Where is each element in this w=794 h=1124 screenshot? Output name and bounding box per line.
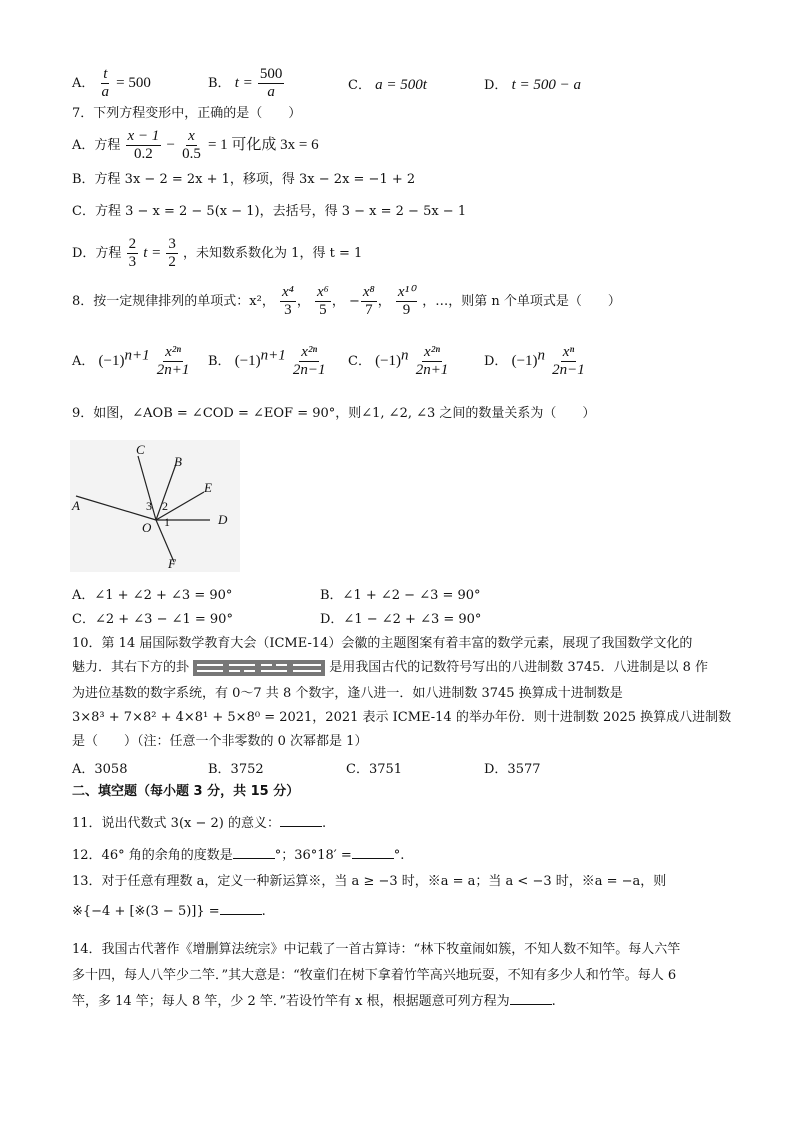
fraction: $\frac{t}{a}$ — [101, 66, 110, 100]
q14-line-3: 竿，多 14 竿；每人 8 竿，少 2 竿．”若设竹竿有 x 根，根据题意可列方程为 . — [72, 994, 556, 1009]
fraction: $\frac{\text{x¹⁰}}{9}$ — [397, 284, 416, 318]
answer-blank[interactable] — [280, 814, 322, 827]
q9-angle-figure — [70, 440, 240, 572]
answer-blank[interactable] — [510, 992, 552, 1005]
label-e: E — [204, 480, 212, 495]
answer-blank[interactable] — [352, 846, 394, 859]
q7-option-a: A．方程 $\frac{x - 1}{0.2}$ − $\frac{x}{0.5}$ = 1 可化成 3x = 6 — [72, 128, 319, 162]
q12: 12．46° 角的余角的度数是 °；36°18′ = °. — [72, 848, 405, 863]
fraction: $\frac{x}{0.5}$ — [182, 128, 201, 162]
q10-option-b: B．3752 — [208, 762, 264, 777]
angle-label-2: 2 — [162, 499, 168, 513]
q14-line-2: 多十四，每人八竿少二竿．”其大意是：“牧童们在树下拿着竹竿高兴地玩耍，不知有多少人和竹竿。每人 6 — [72, 968, 677, 983]
fraction: $\frac{\text{x⁸}}{7}$ — [362, 284, 375, 318]
q10-line-5: 是（ ）（注：任意一个非零数的 0 次幂都是 1） — [72, 734, 368, 749]
q13-line-2: ※{−4 + [※(3 − 5)]} = . — [72, 904, 266, 919]
fraction: $\frac{\text{x²ⁿ}}{2n+1}$ — [156, 344, 190, 378]
q6-option-d: D． t = 500 − a — [484, 77, 581, 93]
fraction: $\frac{\text{x⁴}}{3}$ — [281, 284, 294, 318]
q13-line-1: 13．对于任意有理数 a，定义一种新运算※，当 a ≥ −3 时，※a = a；当 a < −3 时，※a = −a，则 — [72, 874, 667, 889]
q8-option-a: A． $(-1)^{n+1}$ $\frac{\text{x²ⁿ}}{2n+1}$ — [72, 344, 190, 378]
q8-stem: 8．按一定规律排列的单项式：x²， $\frac{\text{x⁴}}{3}$ ， $\frac{\text{x⁶}}{5}$ ， − $\frac{\text{x⁸}}{7}$ ， $\frac{\text{x¹⁰}}{9}$ ，…，则第 n 个单项式是（ ） — [72, 284, 621, 318]
q6-option-a: A． $\frac{t}{a}$ = 500 — [72, 66, 151, 100]
q9-option-d: D．∠1 − ∠2 + ∠3 = 90° — [320, 612, 482, 627]
fraction: $\frac{\text{x⁶}}{5}$ — [316, 284, 329, 318]
q8-option-b: B． $(-1)^{n+1}$ $\frac{\text{x²ⁿ}}{2n-1}$ — [208, 344, 326, 378]
angle-label-3: 3 — [146, 499, 152, 513]
q11: 11．说出代数式 3(x − 2) 的意义： . — [72, 816, 327, 831]
answer-blank[interactable] — [220, 902, 262, 915]
fraction: $\frac{\text{x²ⁿ}}{2n-1}$ — [292, 344, 326, 378]
q10-line-3: 为进位基数的数字系统，有 0～7 共 8 个数字，逢八进一．如八进制数 3745 换算成十进制数是 — [72, 686, 623, 701]
q10-line-4: 3×8³ + 7×8² + 4×8¹ + 5×8⁰ = 2021，2021 表示 ICME-14 的举办年份．则十进制数 2025 换算成八进制数 — [72, 710, 732, 725]
q6-option-c: C． a = 500t — [348, 77, 427, 93]
q8-option-c: C． $(-1)^n$ $\frac{\text{x²ⁿ}}{2n+1}$ — [348, 344, 449, 378]
label-f: F — [168, 556, 176, 571]
fraction: $\frac{\text{xⁿ}}{2n-1}$ — [552, 344, 585, 378]
q6-option-b: B． t = $\frac{500}{a}$ — [208, 66, 283, 100]
q9-option-b: B．∠1 + ∠2 − ∠3 = 90° — [320, 588, 481, 603]
q7-option-d: D．方程 $\frac{2}{3}$ t = $\frac{3}{2}$ ，未知数系数化为 1，得 t = 1 — [72, 236, 363, 270]
q10-line-1: 10．第 14 届国际数学教育大会（ICME-14）会徽的主题图案有着丰富的数学元素，展现了我国数学文化的 — [72, 636, 693, 651]
q14-line-1: 14．我国古代著作《增删算法统宗》中记载了一首古算诗：“林下牧童闹如簇，不知人数不知竿。每人六竿 — [72, 942, 681, 957]
label-c: C — [136, 442, 145, 457]
q9-option-c: C．∠2 + ∠3 − ∠1 = 90° — [72, 612, 233, 627]
q7-option-c: C．方程 3 − x = 2 − 5(x − 1)，去括号，得 3 − x = 2 − 5x − 1 — [72, 204, 467, 219]
fraction: $\frac{\text{x²ⁿ}}{2n+1}$ — [415, 344, 449, 378]
label-o: O — [142, 520, 152, 535]
fraction: $\frac{500}{a}$ — [259, 66, 283, 100]
q8-option-d: D． $(-1)^n$ $\frac{\text{xⁿ}}{2n-1}$ — [484, 344, 585, 378]
angle-label-1: 1 — [164, 515, 170, 529]
label-b: B — [174, 454, 182, 469]
answer-blank[interactable] — [233, 846, 275, 859]
q10-line-2: 魅力．其右下方的卦 是用我国古代的记数符号写出的八进制数 3745．八进制是以 8 作 — [72, 660, 709, 675]
fraction: $\frac{x - 1}{0.2}$ — [127, 128, 160, 162]
q10-option-c: C．3751 — [346, 762, 403, 777]
q6-options — [72, 62, 712, 102]
q7-stem: 7．下列方程变形中，正确的是（ ） — [72, 106, 302, 121]
q10-option-d: D．3577 — [484, 762, 541, 777]
q7-option-b: B．方程 3x − 2 = 2x + 1，移项，得 3x − 2x = −1 + 2 — [72, 172, 416, 187]
fraction: $\frac{3}{2}$ — [168, 236, 176, 270]
q8-options — [72, 344, 712, 390]
fraction: $\frac{2}{3}$ — [128, 236, 137, 270]
figure-background — [70, 440, 240, 572]
q10-option-a: A．3058 — [72, 762, 128, 777]
gua-symbol-icon — [193, 660, 325, 676]
label-a: A — [72, 498, 80, 513]
q9-option-a: A．∠1 + ∠2 + ∠3 = 90° — [72, 588, 233, 603]
q9-stem: 9．如图，∠AOB = ∠COD = ∠EOF = 90°，则∠1, ∠2, ∠3 之间的数量关系为（ ） — [72, 406, 596, 421]
section-title: 二、填空题（每小题 3 分，共 15 分） — [72, 784, 300, 799]
label-d: D — [218, 512, 228, 527]
